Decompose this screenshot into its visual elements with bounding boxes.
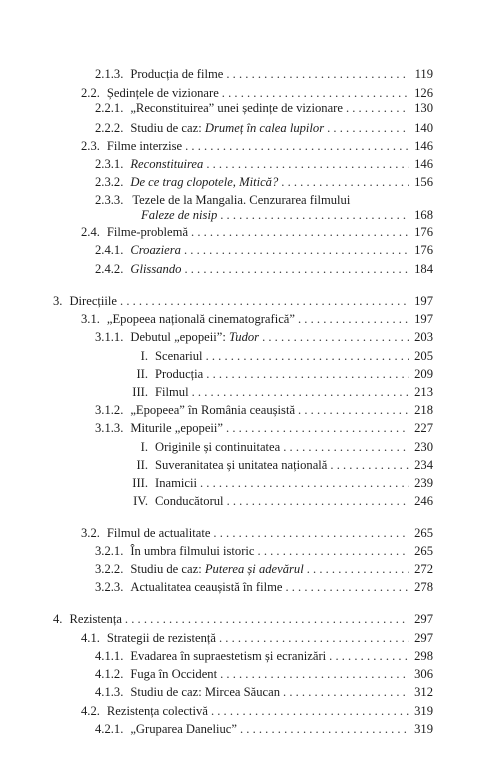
dot-leader — [206, 157, 409, 172]
entry-number: 3.1. — [81, 312, 100, 326]
dot-leader — [226, 67, 409, 82]
dot-leader — [258, 544, 409, 559]
entry-title — [123, 403, 295, 418]
page-number: 140 — [414, 121, 433, 135]
dot-leader — [184, 262, 409, 277]
page-number: 184 — [414, 262, 433, 276]
entry-title — [123, 330, 259, 345]
page-number: 278 — [414, 580, 433, 594]
toc-entry — [122, 476, 433, 491]
dot-leader — [211, 704, 409, 719]
entry-title-text: „Reconstituirea” unei ședințe de vizionare — [130, 101, 343, 115]
toc-entry — [53, 612, 433, 627]
entry-number: 2.2.2. — [95, 121, 124, 135]
entry-number: IV. — [133, 494, 148, 508]
page-number: 227 — [414, 421, 433, 435]
entry-title-italic: De ce trag clopotele, Mitică? — [130, 175, 279, 189]
page-number: 239 — [414, 476, 433, 490]
entry-title-text: Producția de filme — [130, 67, 224, 81]
page-number: 230 — [414, 440, 433, 454]
entry-title-text: Studiu de caz: — [130, 121, 205, 135]
entry-title — [148, 349, 203, 364]
toc-entry — [122, 385, 433, 400]
toc-entry — [122, 494, 433, 509]
dot-leader — [262, 330, 409, 345]
dot-leader — [219, 631, 409, 646]
entry-title-text: Tezele de la Mangalia. Cenzurarea filmului — [132, 193, 351, 207]
entry-title-text: Ședințele de vizionare — [106, 86, 219, 100]
toc-entry — [95, 330, 433, 345]
toc-entry — [81, 86, 433, 101]
entry-title — [62, 294, 117, 309]
entry-title-text: În umbra filmului istoric — [130, 544, 255, 558]
dot-leader — [222, 86, 409, 101]
entry-title-text: „Gruparea Daneliuc” — [130, 722, 237, 736]
entry-number: 4.1. — [81, 631, 100, 645]
dot-leader — [191, 225, 409, 240]
page-number: 205 — [414, 349, 433, 363]
entry-title-text: Strategii de rezistență — [106, 631, 216, 645]
toc-entry — [95, 403, 433, 418]
entry-title — [123, 421, 223, 436]
toc-entry — [95, 649, 433, 664]
entry-number: 2.4. — [81, 225, 100, 239]
entry-title — [148, 367, 203, 382]
entry-number: II. — [136, 458, 148, 472]
dot-leader — [220, 667, 409, 682]
entry-number: 2.3. — [81, 139, 100, 153]
toc-entry — [95, 421, 433, 436]
dot-leader — [283, 685, 409, 700]
toc-entry — [95, 722, 433, 737]
page-number: 218 — [414, 403, 433, 417]
entry-number: 3.2.1. — [95, 544, 124, 558]
entry-title — [123, 121, 324, 136]
page-number: 119 — [414, 67, 433, 81]
page-number: 176 — [414, 243, 433, 257]
dot-leader — [298, 312, 409, 327]
entry-title-text: Debutul „epopeii”: — [130, 330, 229, 344]
entry-title — [123, 67, 223, 82]
entry-title — [123, 175, 278, 190]
entry-number: II. — [136, 367, 148, 381]
entry-title-text: Producția — [155, 367, 204, 381]
entry-title-italic: Tudor — [228, 330, 260, 344]
page-number: 272 — [414, 562, 433, 576]
entry-title — [62, 612, 121, 627]
toc-entry — [122, 458, 433, 473]
entry-title-text: Conducătorul — [155, 494, 224, 508]
dot-leader — [192, 385, 409, 400]
entry-title — [123, 685, 280, 700]
entry-title-text: Filmul de actualitate — [106, 526, 211, 540]
entry-title — [123, 544, 254, 559]
entry-title-text: „Epopeea” în România ceaușistă — [130, 403, 296, 417]
entry-number: 4.1.3. — [95, 685, 124, 699]
entry-title — [100, 312, 295, 327]
entry-number: 2.4.1. — [95, 243, 124, 257]
entry-title — [123, 157, 203, 172]
entry-title — [148, 476, 197, 491]
dot-leader — [240, 722, 409, 737]
entry-title-text: Fuga în Occident — [130, 667, 218, 681]
entry-number: 4.2.1. — [95, 722, 124, 736]
toc-entry — [95, 121, 433, 136]
entry-title-text: Studiu de caz: — [130, 562, 205, 576]
page-number: 146 — [414, 157, 433, 171]
entry-title-text: „Epopeea națională cinematografică” — [106, 312, 295, 326]
entry-title-text: Miturile „epopeii” — [130, 421, 224, 435]
page-number: 265 — [414, 526, 433, 540]
page-number: 319 — [414, 722, 433, 736]
entry-title — [123, 243, 181, 258]
entry-number: 2.2. — [81, 86, 100, 100]
entry-title-text: Evadarea în supraestetism și ecranizări — [130, 649, 327, 663]
entry-number: I. — [140, 349, 148, 363]
toc-entry — [95, 157, 433, 172]
dot-leader — [226, 421, 409, 436]
page-number: 197 — [414, 312, 433, 326]
page-number: 156 — [414, 175, 433, 189]
toc-entry — [81, 312, 433, 327]
entry-number: 2.4.2. — [95, 262, 124, 276]
entry-title — [123, 262, 181, 277]
entry-title — [100, 631, 216, 646]
entry-title — [123, 193, 350, 207]
entry-title — [100, 225, 188, 240]
entry-title-italic: Glissando — [130, 262, 182, 276]
page-number: 319 — [414, 704, 433, 718]
entry-number: 3. — [53, 294, 63, 308]
entry-title-text: Direcțiile — [69, 294, 118, 308]
entry-number: 3.1.1. — [95, 330, 124, 344]
entry-title — [100, 526, 211, 541]
entry-title-text: Inamicii — [155, 476, 197, 490]
toc-entry — [81, 139, 433, 154]
toc-entry — [95, 562, 433, 577]
page-number: 297 — [414, 631, 433, 645]
toc-entry — [95, 580, 433, 595]
toc-entry — [95, 175, 433, 190]
entry-title — [123, 562, 303, 577]
entry-title — [100, 139, 182, 154]
page-number: 176 — [414, 225, 433, 239]
dot-leader — [346, 101, 409, 116]
toc-entry — [81, 704, 433, 719]
entry-title-text: Originile și continuitatea — [155, 440, 281, 454]
dot-leader — [184, 243, 409, 258]
entry-title — [123, 667, 217, 682]
entry-number: 2.3.1. — [95, 157, 124, 171]
page-number: 197 — [414, 294, 433, 308]
page-number: 298 — [414, 649, 433, 663]
dot-leader — [307, 562, 409, 577]
entry-number: 3.2.2. — [95, 562, 124, 576]
entry-title — [148, 458, 327, 473]
entry-number: 3.2.3. — [95, 580, 124, 594]
page-number: 203 — [414, 330, 433, 344]
dot-leader — [213, 526, 409, 541]
page-number: 297 — [414, 612, 433, 626]
toc-entry — [95, 544, 433, 559]
entry-number: 3.1.2. — [95, 403, 124, 417]
entry-number: 3.1.3. — [95, 421, 124, 435]
page-number: 213 — [414, 385, 433, 399]
entry-title — [100, 86, 219, 101]
entry-title-italic: Croaziera — [130, 243, 181, 257]
page-number: 306 — [414, 667, 433, 681]
dot-leader — [227, 494, 409, 509]
toc-entry — [122, 349, 433, 364]
toc-entry — [95, 667, 433, 682]
entry-title-text: Scenariul — [155, 349, 203, 363]
entry-title — [123, 649, 326, 664]
entry-title-text: Rezistența colectivă — [106, 704, 208, 718]
page-number: 168 — [414, 208, 433, 222]
dot-leader — [200, 476, 409, 491]
dot-leader — [329, 649, 409, 664]
dot-leader — [285, 580, 409, 595]
entry-number: 2.1.3. — [95, 67, 124, 81]
entry-title-text: Filme interzise — [106, 139, 183, 153]
toc-entry — [95, 262, 433, 277]
entry-title-text: Suveranitatea și unitatea națională — [155, 458, 328, 472]
dot-leader — [283, 440, 409, 455]
page-number: 209 — [414, 367, 433, 381]
entry-number: III. — [132, 385, 148, 399]
toc-entry — [95, 193, 350, 208]
toc-entry — [141, 208, 433, 223]
entry-title-text: Filme-problemă — [106, 225, 189, 239]
page-number: 246 — [414, 494, 433, 508]
entry-number: 2.2.1. — [95, 101, 124, 115]
dot-leader — [281, 175, 409, 190]
entry-title-text: Rezistența — [69, 612, 122, 626]
toc-entry — [95, 67, 433, 82]
dot-leader — [206, 367, 409, 382]
page-number: 312 — [414, 685, 433, 699]
dot-leader — [327, 121, 409, 136]
entry-number: 4.1.1. — [95, 649, 124, 663]
page-number: 265 — [414, 544, 433, 558]
entry-number: I. — [140, 440, 148, 454]
page-number: 146 — [414, 139, 433, 153]
toc-entry — [81, 631, 433, 646]
page-number: 126 — [414, 86, 433, 100]
dot-leader — [220, 208, 409, 223]
entry-number: III. — [132, 476, 148, 490]
toc-entry — [81, 526, 433, 541]
entry-title — [148, 440, 280, 455]
entry-title — [123, 722, 237, 737]
entry-title — [123, 580, 282, 595]
entry-title-italic: Drumeț în calea lupilor — [204, 121, 325, 135]
entry-title-text: Filmul — [155, 385, 189, 399]
entry-title-text: Studiu de caz: Mircea Săucan — [130, 685, 281, 699]
toc-entry — [95, 685, 433, 700]
entry-title — [148, 385, 189, 400]
dot-leader — [125, 612, 409, 627]
entry-title-italic: Faleze de nisip — [141, 208, 218, 222]
toc-entry — [53, 294, 433, 309]
entry-number: 2.3.2. — [95, 175, 124, 189]
dot-leader — [185, 139, 409, 154]
entry-number: 4.1.2. — [95, 667, 124, 681]
entry-title — [100, 704, 208, 719]
entry-title-italic: Reconstituirea — [130, 157, 204, 171]
dot-leader — [330, 458, 409, 473]
dot-leader — [298, 403, 409, 418]
page-number: 234 — [414, 458, 433, 472]
page-number: 130 — [414, 101, 433, 115]
toc-entry — [81, 225, 433, 240]
entry-title-text: Actualitatea ceaușistă în filme — [130, 580, 283, 594]
entry-title — [148, 494, 224, 509]
toc-entry — [95, 243, 433, 258]
toc-entry — [122, 367, 433, 382]
entry-title — [123, 101, 343, 116]
dot-leader — [120, 294, 409, 309]
entry-number: 2.3.3. — [95, 193, 124, 207]
entry-number: 4. — [53, 612, 63, 626]
entry-number: 3.2. — [81, 526, 100, 540]
toc-entry — [95, 101, 433, 116]
dot-leader — [206, 349, 409, 364]
entry-title-italic: Puterea și adevărul — [204, 562, 304, 576]
toc-entry — [122, 440, 433, 455]
entry-number: 4.2. — [81, 704, 100, 718]
